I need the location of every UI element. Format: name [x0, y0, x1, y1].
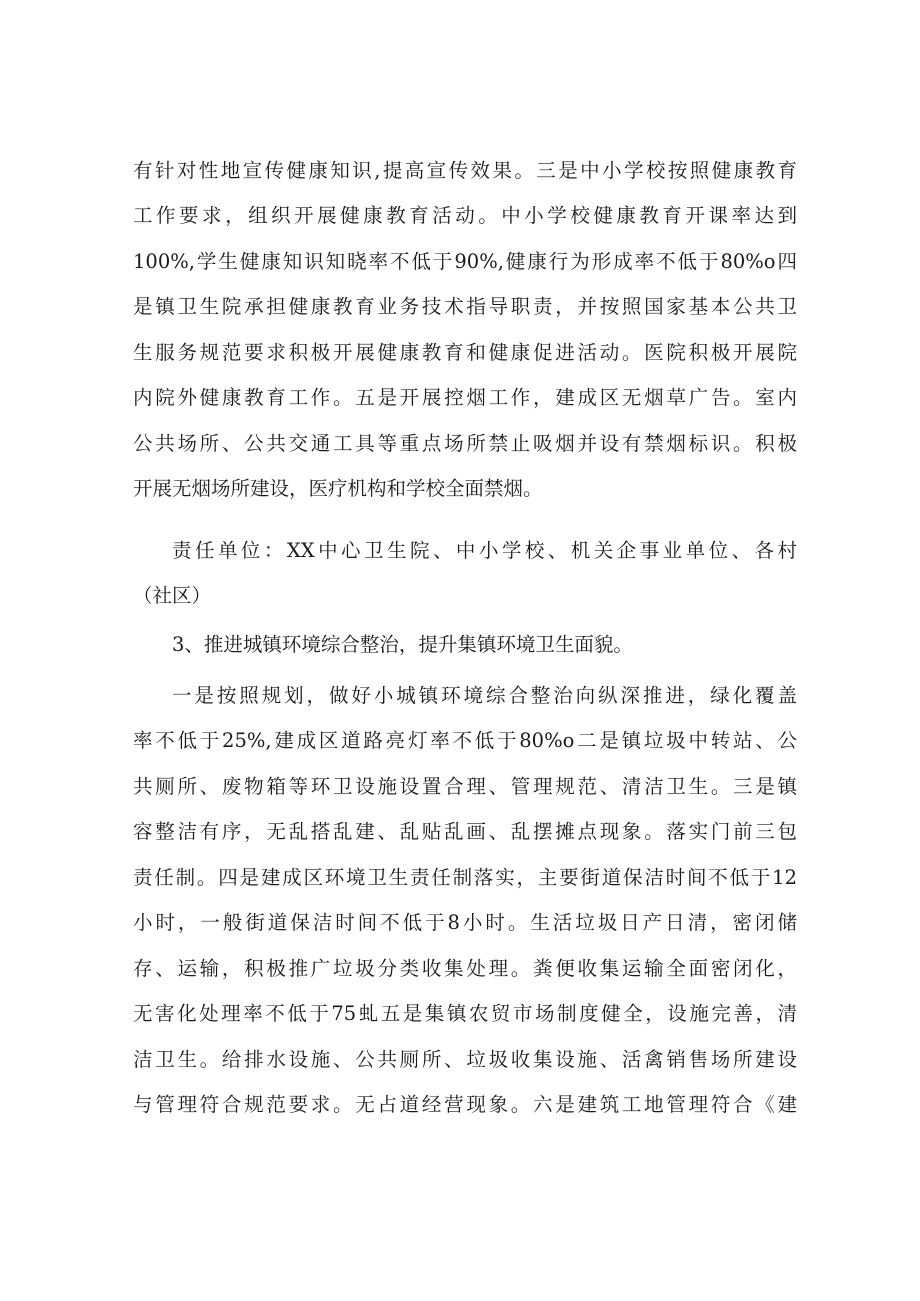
paragraph-line: 生服务规范要求积极开展健康教育和健康促进活动。医院积极开展院: [133, 341, 797, 364]
paragraph-line: 率不低于25%,建成区道路亮灯率不低于80%o二是镇垃圾中转站、公: [133, 729, 797, 752]
responsible-units-line: （社区）: [133, 584, 212, 607]
paragraph-line: 一是按照规划，做好小城镇环境综合整治向纵深推进，绿化覆盖: [172, 684, 797, 707]
responsible-units-line: 责任单位：XX中心卫生院、中小学校、机关企事业单位、各村: [172, 539, 797, 562]
paragraph-line: 共厕所、废物箱等环卫设施设置合理、管理规范、清洁卫生。三是镇: [133, 775, 797, 798]
section-heading: 3、推进城镇环境综合整治，提升集镇环境卫生面貌。: [172, 633, 633, 656]
paragraph-line: 公共场所、公共交通工具等重点场所禁止吸烟并设有禁烟标识。积极: [133, 432, 797, 455]
paragraph-line: 开展无烟场所建设，医疗机构和学校全面禁烟。: [133, 477, 543, 500]
paragraph-line: 洁卫生。给排水设施、公共厕所、垃圾收集设施、活禽销售场所建设: [133, 1048, 797, 1071]
paragraph-line: 容整洁有序，无乱搭乱建、乱贴乱画、乱摆摊点现象。落实门前三包: [133, 820, 797, 843]
paragraph-line: 工作要求，组织开展健康教育活动。中小学校健康教育开课率达到: [133, 204, 797, 227]
paragraph-line: 小时，一般街道保洁时间不低于8小时。生活垃圾日产日清，密闭储: [133, 911, 797, 934]
paragraph-line: 与管理符合规范要求。无占道经营现象。六是建筑工地管理符合《建: [133, 1093, 797, 1116]
paragraph-line: 100%,学生健康知识知晓率不低于90%,健康行为形成率不低于80%o四: [133, 250, 797, 273]
paragraph-line: 责任制。四是建成区环境卫生责任制落实，主要街道保洁时间不低于12: [133, 866, 797, 889]
paragraph-line: 无害化处理率不低于75虬五是集镇农贸市场制度健全，设施完善，清: [133, 1002, 797, 1025]
paragraph-line: 存、运输，积极推广垃圾分类收集处理。粪便收集运输全面密闭化，: [133, 957, 797, 980]
paragraph-line: 内院外健康教育工作。五是开展控烟工作，建成区无烟草广告。室内: [133, 386, 797, 409]
paragraph-line: 是镇卫生院承担健康教育业务技术指导职责，并按照国家基本公共卫: [133, 295, 797, 318]
paragraph-line: 有针对性地宣传健康知识,提高宣传效果。三是中小学校按照健康教育: [133, 159, 797, 182]
